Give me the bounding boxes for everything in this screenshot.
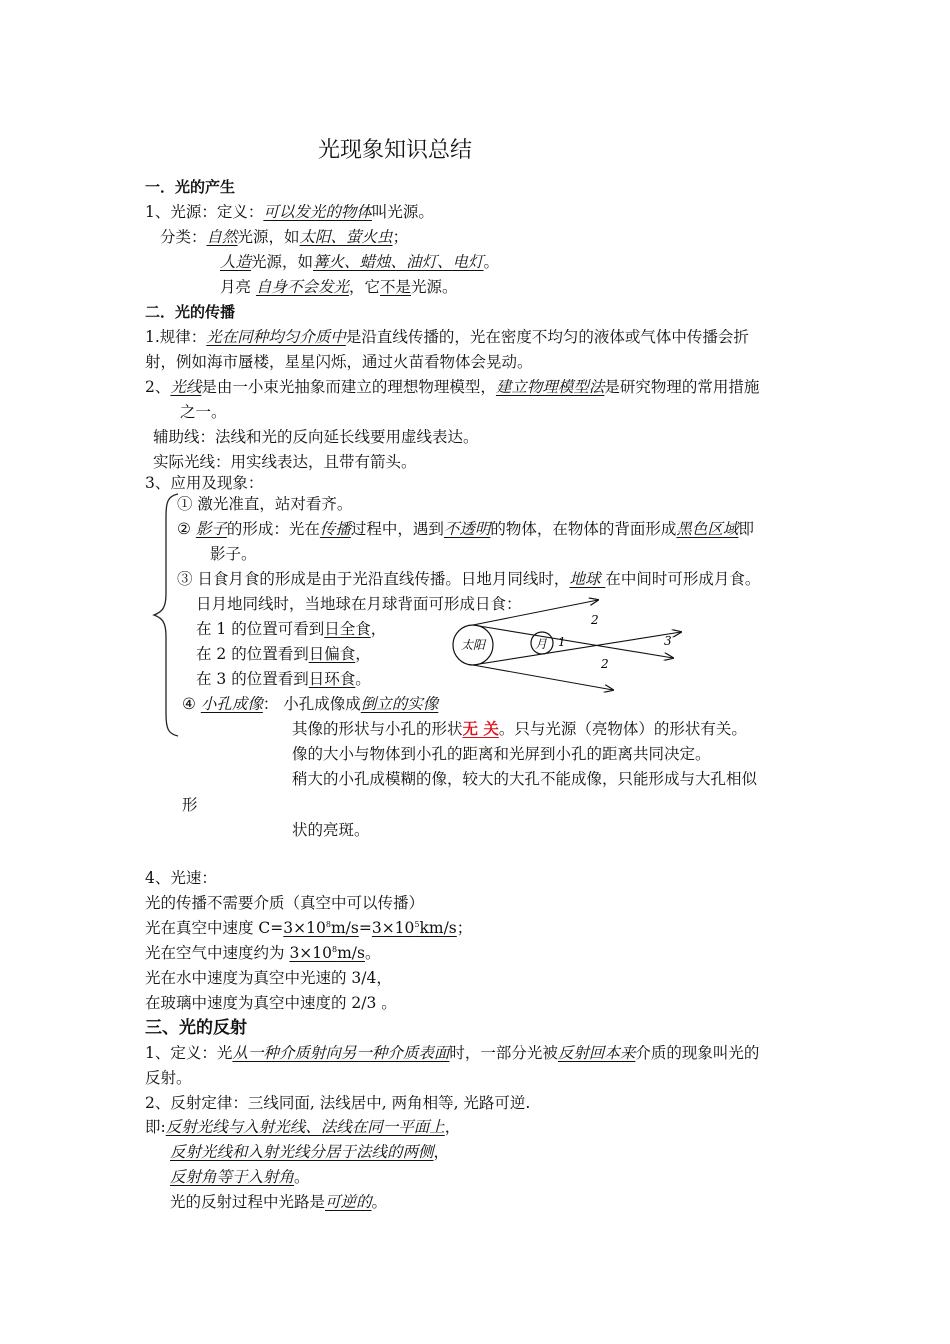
shadow-formation: ② 影子的形成：光在传播过程中，遇到不透明的物体，在物体的背面形成黑色区域即 — [177, 520, 754, 538]
light-source-definition: 1、光源：定义：可以发光的物体叫光源。 — [145, 203, 434, 221]
position-1-label: 1 — [558, 635, 566, 649]
speed-air: 光在空气中速度约为 $3\times 10^8m/s$。 — [145, 944, 381, 962]
curly-brace — [150, 492, 180, 738]
actual-ray-note: 实际光线：用实线表达，且带有箭头。 — [153, 453, 417, 471]
reflection-law-3: 反射角等于入射角。 — [170, 1168, 310, 1186]
propagation-rule: 1.规律：光在同种均匀介质中是沿直线传播的，光在密度不均匀的液体或气体中传播会折 — [145, 328, 749, 346]
light-source-classification: 分类：自然光源，如太阳、萤火虫； — [160, 228, 409, 246]
solar-eclipse-note: 日月地同线时，当地球在月球背面可形成日食： — [196, 595, 522, 613]
light-ray-model-cont: 之一。 — [180, 403, 227, 421]
light-speed-heading: 4、光速： — [145, 869, 217, 887]
page-title: 光现象知识总结 — [318, 138, 473, 163]
pinhole-shape-note: 其像的形状与小孔的形状无 关。只与光源（亮物体）的形状有关。 — [292, 719, 747, 738]
pinhole-large-hole-cont-1: 形 — [182, 796, 198, 814]
position-2-note: 在 2 的位置看到日偏食， — [196, 645, 371, 663]
section-heading-3: 三、光的反射 — [145, 1018, 247, 1038]
reflection-law: 2、反射定律：三线同面, 法线居中, 两角相等, 光路可逆. — [145, 1094, 531, 1112]
reflection-reversible: 光的反射过程中光路是可逆的。 — [170, 1193, 388, 1211]
reflection-definition: 1、定义：光从一种介质射向另一种介质表面时，一部分光被反射回本来介质的现象叫光的 — [145, 1044, 760, 1062]
speed-vacuum: 光在真空中速度 $C=3\times 10^8m/s=3\times 10^5km/s$； — [145, 919, 473, 937]
light-ray-model: 2、光线是由一小束光抽象而建立的理想物理模型，建立物理模型法是研究物理的常用措施 — [145, 378, 760, 396]
pinhole-size-note: 像的大小与物体到小孔的距离和光屏到小孔的距离共同决定。 — [292, 745, 711, 763]
reflection-law-1: 即:反射光线与入射光线、法线在同一平面上， — [145, 1118, 461, 1136]
moon-label: 月 — [535, 637, 548, 651]
speed-medium-note: 光的传播不需要介质（真空中可以传播） — [145, 894, 425, 912]
position-3-note: 在 3 的位置看到日环食。 — [196, 670, 371, 688]
shadow-formation-cont: 影子。 — [210, 545, 257, 563]
section-heading-2: 二．光的传播 — [145, 303, 236, 321]
position-1-note: 在 1 的位置可看到日全食， — [196, 620, 387, 638]
applications-heading: 3、应用及现象： — [145, 474, 264, 492]
eclipse-formation: ③ 日食月食的形成是由于光沿直线传播。日地月同线时，地球 在中间时可形成月食。 — [177, 570, 761, 588]
auxiliary-line-note: 辅助线：法线和光的反向延长线要用虚线表达。 — [153, 428, 479, 446]
speed-water: 光在水中速度为真空中光速的 3/4， — [145, 969, 392, 987]
position-3-label: 3 — [664, 634, 672, 648]
pinhole-large-hole-note: 稍大的小孔成模糊的像，较大的大孔不能成像，只能形成与大孔相似 — [292, 770, 758, 788]
position-2-label-bottom: 2 — [601, 657, 609, 671]
pinhole-large-hole-cont-2: 状的亮斑。 — [292, 821, 370, 839]
section-heading-1: 一．光的产生 — [145, 178, 236, 196]
propagation-rule-cont: 射，例如海市蜃楼，星星闪烁，通过火苗看物体会晃动。 — [145, 353, 533, 371]
pinhole-imaging: ④ 小孔成像： 小孔成像成倒立的实像 — [182, 695, 439, 713]
sun-label: 太阳 — [461, 638, 486, 652]
reflection-definition-cont: 反射。 — [145, 1069, 192, 1087]
speed-glass: 在玻璃中速度为真空中速度的 2/3 。 — [145, 994, 397, 1012]
laser-alignment: ① 激光准直，站对看齐。 — [177, 495, 353, 513]
eclipse-diagram — [448, 590, 698, 700]
position-2-label-top: 2 — [591, 613, 599, 627]
artificial-light-source: 人造光源，如篝火、蜡烛、油灯、电灯。 — [220, 253, 500, 271]
reflection-law-2: 反射光线和入射光线分居于法线的两侧， — [170, 1143, 450, 1161]
moon-note: 月亮 自身不会发光，它不是光源。 — [220, 278, 458, 296]
